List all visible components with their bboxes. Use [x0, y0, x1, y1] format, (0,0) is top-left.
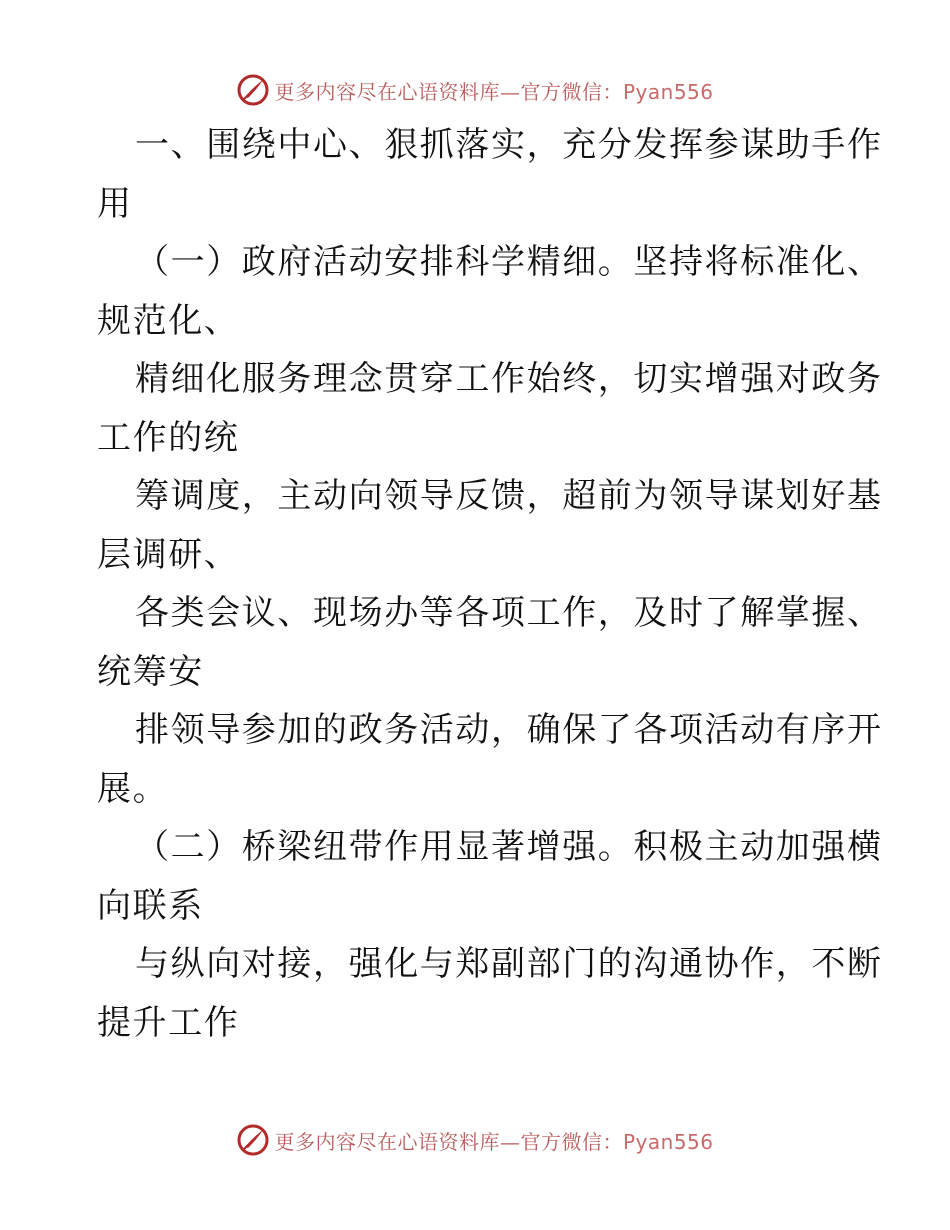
- quill-seal-icon: [236, 73, 270, 107]
- text-line: 向联系: [97, 885, 204, 926]
- text-line: 一、围绕中心、狠抓落实，充分发挥参谋助手作: [135, 125, 883, 165]
- watermark-text: [274, 1126, 713, 1155]
- text-line: 工作的统: [97, 417, 240, 458]
- text-line: （二）桥梁纽带作用显著增强。积极主动加强横: [135, 827, 883, 867]
- footer-watermark-banner: [0, 1120, 950, 1160]
- text-line: 统筹安: [97, 651, 204, 692]
- watermark-text-id: Pyan556: [622, 1129, 714, 1154]
- text-line: 排领导参加的政务活动，确保了各项活动有序开: [135, 710, 883, 750]
- text-line: 用: [97, 183, 133, 224]
- watermark-text-cn: 更多内容尽在心语资料库—官方微信：: [274, 79, 623, 104]
- quill-seal-icon: [236, 1123, 270, 1157]
- text-line: 筹调度，主动向领导反馈，超前为领导谋划好基: [135, 476, 883, 516]
- text-line: 精细化服务理念贯穿工作始终，切实增强对政务: [135, 359, 883, 399]
- text-line: 各类会议、现场办等各项工作，及时了解掌握、: [135, 593, 883, 633]
- text-line: 提升工作: [97, 1002, 240, 1043]
- text-line: 规范化、: [97, 300, 240, 341]
- document-body: [97, 116, 883, 1052]
- watermark-text-cn: 更多内容尽在心语资料库—官方微信：: [274, 1129, 623, 1154]
- text-line: 与纵向对接，强化与郑副部门的沟通协作，不断: [135, 944, 883, 984]
- watermark-text: [274, 76, 713, 105]
- text-line: 展。: [97, 768, 169, 809]
- text-line: （一）政府活动安排科学精细。坚持将标准化、: [135, 242, 883, 282]
- text-line: 层调研、: [97, 534, 240, 575]
- watermark-text-id: Pyan556: [622, 79, 714, 104]
- header-watermark-banner: [0, 70, 950, 110]
